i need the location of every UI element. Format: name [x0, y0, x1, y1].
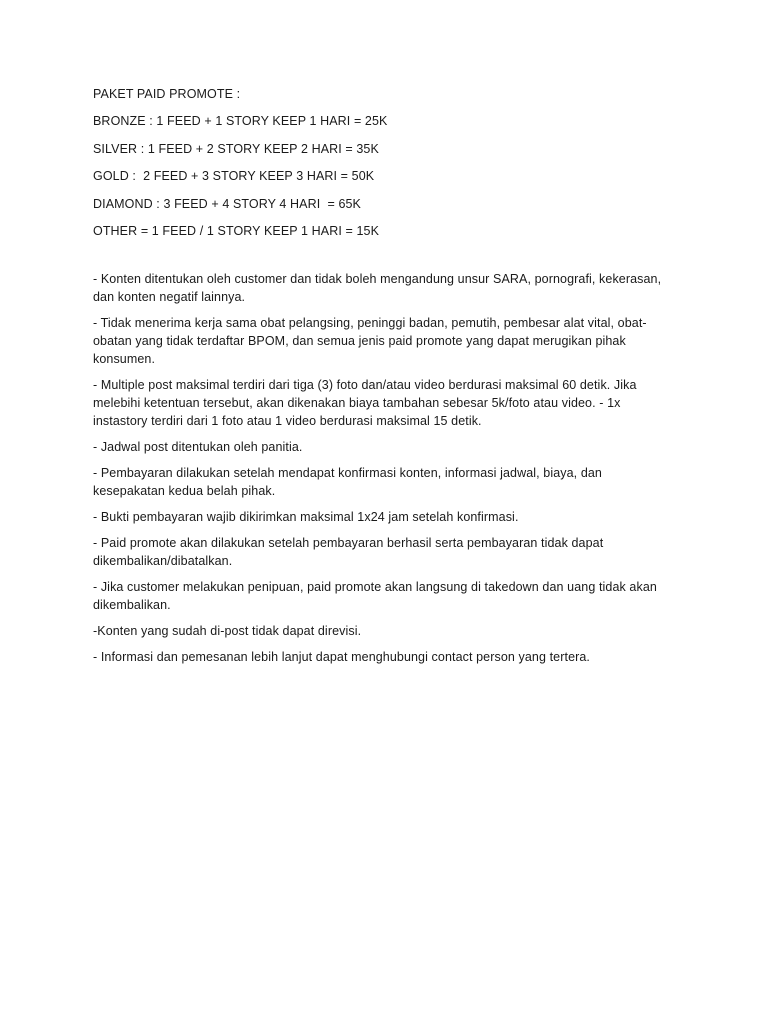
term-no-revision: -Konten yang sudah di-post tidak dapat direvisi.: [93, 624, 362, 638]
term-payment: - Pembayaran dilakukan setelah mendapat konfirmasi konten, informasi jadwal, biaya, dan kesepakatan kedua belah pihak.: [93, 466, 602, 498]
package-other: OTHER = 1 FEED / 1 STORY KEEP 1 HARI = 15K: [93, 224, 380, 238]
document-page: [93, 86, 683, 674]
package-diamond: DIAMOND : 3 FEED + 4 STORY 4 HARI = 65K: [93, 196, 361, 211]
term-payment-proof: - Bukti pembayaran wajib dikirimkan maksimal 1x24 jam setelah konfirmasi.: [93, 510, 519, 524]
term-contact: - Informasi dan pemesanan lebih lanjut dapat menghubungi contact person yang tertera.: [93, 650, 591, 664]
term-fraud: - Jika customer melakukan penipuan, paid promote akan langsung di takedown dan uang tidak akan dikembalikan.: [93, 580, 657, 612]
terms-list: [93, 270, 683, 666]
term-multiple-post: - Multiple post maksimal terdiri dari tiga (3) foto dan/atau video berdurasi maksimal 60 detik. Jika melebihi ketentuan tersebut, akan dikenakan biaya tambahan sebesar 5k/foto atau video. - 1x instastory terdiri dari 1 foto atau 1 video berdurasi maksimal 15 detik.: [93, 378, 637, 428]
package-bronze: BRONZE : 1 FEED + 1 STORY KEEP 1 HARI = 25K: [93, 114, 388, 128]
term-schedule: - Jadwal post ditentukan oleh panitia.: [93, 440, 303, 454]
package-title: PAKET PAID PROMOTE :: [93, 87, 241, 101]
package-gold: GOLD : 2 FEED + 3 STORY KEEP 3 HARI = 50K: [93, 169, 375, 183]
term-content-rules: - Konten ditentukan oleh customer dan tidak boleh mengandung unsur SARA, pornografi, kekerasan, dan konten negatif lainnya.: [93, 272, 662, 304]
term-rejected-products: - Tidak menerima kerja sama obat pelangsing, peninggi badan, pemutih, pembesar alat vital, obat- obatan yang tidak terdaftar BPOM, dan semua jenis paid promote yang dapat merugikan pihak konsumen.: [93, 316, 647, 366]
term-no-refund: - Paid promote akan dilakukan setelah pembayaran berhasil serta pembayaran tidak dapat dikembalikan/dibatalkan.: [93, 536, 604, 568]
package-silver: SILVER : 1 FEED + 2 STORY KEEP 2 HARI = 35K: [93, 141, 379, 156]
